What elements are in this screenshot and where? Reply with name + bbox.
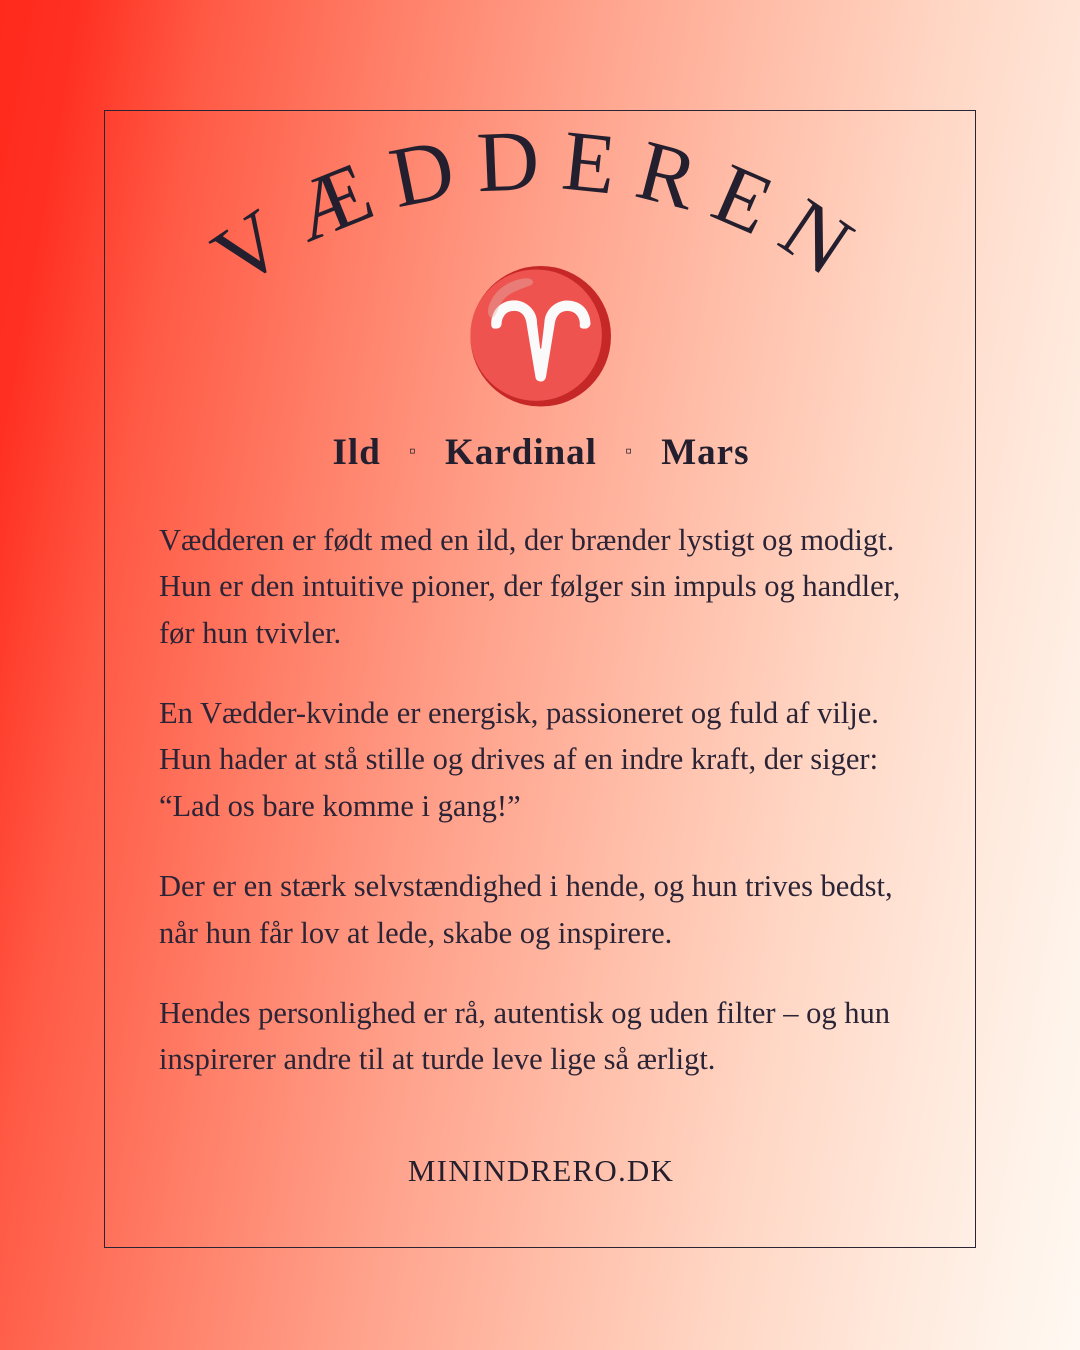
poster-title-text: VÆDDEREN xyxy=(196,123,886,306)
website-footer: MININDRERO.DK xyxy=(407,1153,675,1188)
paragraph: Vædderen er født med en ild, der brænder lystigt og modigt. Hun er den intuitive pioner, der følger sin impuls og handler, før hun tvivler. xyxy=(159,523,901,650)
poster-frame xyxy=(104,110,976,1248)
paragraph: En Vædder-kvinde er energisk, passioneret og fuld af vilje. Hun hader at stå stille og drives af en indre kraft, der siger: “Lad os bare komme i gang!” xyxy=(159,696,879,823)
body-copy xyxy=(159,517,929,1083)
attribute-modality: Kardinal xyxy=(445,432,597,473)
attribute-element: Ild xyxy=(332,432,381,473)
separator-square-icon: ▫ xyxy=(409,441,417,462)
paragraph: Der er en stærk selvstændighed i hende, og hun trives bedst, når hun får lov at lede, skabe og inspirere. xyxy=(159,869,893,950)
attributes-line xyxy=(105,431,977,474)
aries-symbol-icon: ♈ xyxy=(461,262,621,411)
paragraph: Hendes personlighed er rå, autentisk og uden filter – og hun inspirerer andre til at turde leve lige så ærligt. xyxy=(159,995,890,1077)
attribute-ruler: Mars xyxy=(661,432,750,473)
separator-square-icon: ▫ xyxy=(625,441,633,462)
